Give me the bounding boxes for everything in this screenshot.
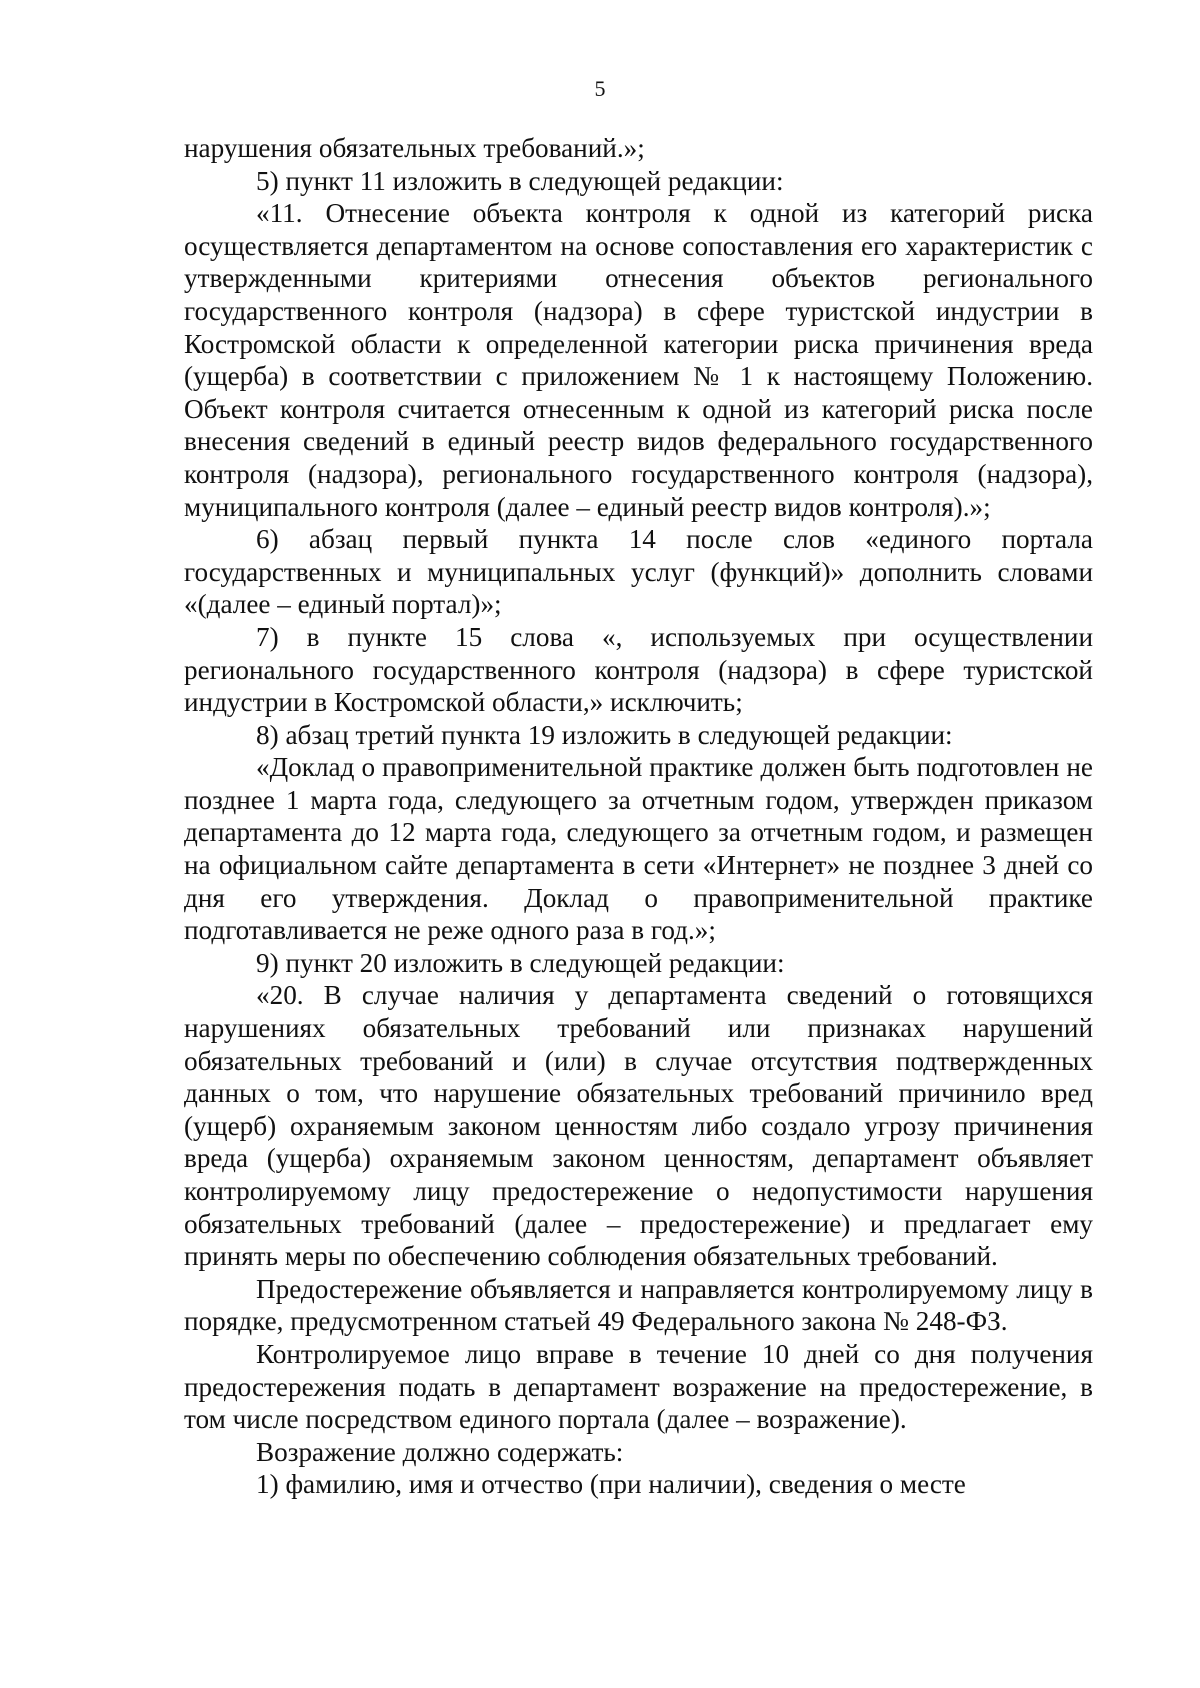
document-body	[184, 132, 1093, 1501]
paragraph: 1) фамилию, имя и отчество (при наличии), сведения о месте	[256, 1469, 966, 1500]
paragraph: Контролируемое лицо вправе в течение 10 дней со дня получения предостережения подать в департамент возражение на предостережение, в том числе посредством единого портала (далее – возражение).	[184, 1338, 1093, 1435]
paragraph: «11. Отнесение объекта контроля к одной из категорий риска осуществляется департаментом на основе сопоставления его характеристик с утвержденными критериями отнесения объектов регионального государственного контроля (надзора) в сфере туристской индустрии в Костромской области к определенной категории риска причинения вреда (ущерба) в соответствии с приложением № 1 к настоящему Положению. Объект контроля считается отнесенным к одной из категорий риска после внесения сведений в единый реестр видов федерального государственного контроля (надзора), регионального государственного контроля (надзора), муниципального контроля (далее – единый реестр видов контроля).»;	[184, 198, 1093, 522]
paragraph: Предостережение объявляется и направляется контролируемому лицу в порядке, предусмотренном статьей 49 Федерального закона № 248-ФЗ.	[184, 1273, 1093, 1337]
paragraph: 7) в пункте 15 слова «, используемых при осуществлении регионального государственного контроля (надзора) в сфере туристской индустрии в Костромской области,» исключить;	[184, 621, 1093, 718]
paragraph: нарушения обязательных требований.»;	[184, 133, 645, 163]
paragraph: 5) пункт 11 изложить в следующей редакции:	[256, 165, 784, 196]
page-number: 5	[594, 76, 606, 101]
paragraph: 8) абзац третий пункта 19 изложить в следующей редакции:	[256, 719, 953, 750]
paragraph: 6) абзац первый пункта 14 после слов «единого портала государственных и муниципальных услуг (функций)» дополнить словами «(далее – единый портал)»;	[184, 524, 1093, 620]
paragraph: «Доклад о правоприменительной практике должен быть подготовлен не позднее 1 марта года, следующего за отчетным годом, утвержден приказом департамента до 12 марта года, следующего за отчетным годом, и размещен на официальном сайте департамента в сети «Интернет» не позднее 3 дней со дня его утверждения. Доклад о правоприменительной практике подготавливается не реже одного раза в год.»;	[184, 752, 1093, 946]
paragraph: Возражение должно содержать:	[256, 1436, 624, 1467]
paragraph: 9) пункт 20 изложить в следующей редакции:	[256, 947, 785, 978]
paragraph: «20. В случае наличия у департамента сведений о готовящихся нарушениях обязательных требований или признаках нарушений обязательных требований и (или) в случае отсутствия подтвержденных данных о том, что нарушение обязательных требований причинило вред (ущерб) охраняемым законом ценностям либо создало угрозу причинения вреда (ущерба) охраняемым законом ценностям, департамент объявляет контролируемому лицу предостережение о недопустимости нарушения обязательных требований (далее – предостережение) и предлагает ему принять меры по обеспечению соблюдения обязательных требований.	[184, 980, 1093, 1272]
